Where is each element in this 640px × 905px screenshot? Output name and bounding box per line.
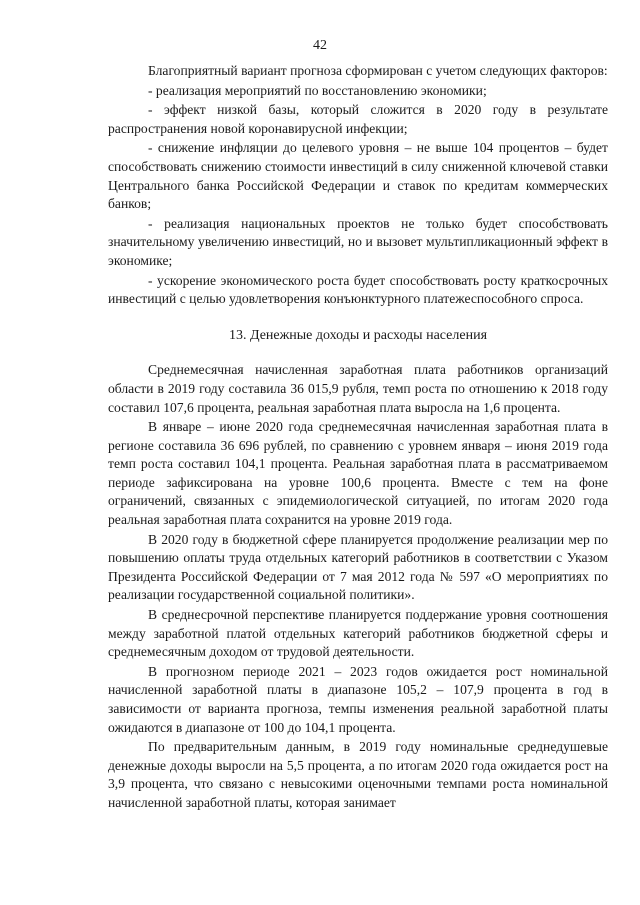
list-item: - реализация национальных проектов не только будет способствовать значительному увеличению инвестиций, но и вызовет мультипликационный эффект в экономике; <box>108 215 608 268</box>
list-item: - эффект низкой базы, который сложится в 2020 году в результате распространения новой коронавирусной инфекции; <box>108 102 608 136</box>
section-title: 13. Денежные доходы и расходы населения <box>228 327 488 343</box>
paragraph: Среднемесячная начисленная заработная плата работников организаций области в 2019 году составила 36 015,9 рубля, темп роста по отношению к 2018 году составил 107,6 процента, реальная заработная плата выросла на 1,6 процента. <box>108 362 608 415</box>
paragraph: В среднесрочной перспективе планируется поддержание уровня соотношения между заработной платой отдельных категорий работников бюджетной сферы и среднемесячным доходом от трудовой деятельности. <box>108 607 608 660</box>
page-number: 42 <box>313 38 327 53</box>
paragraph: В январе – июне 2020 года среднемесячная начисленная заработная плата в регионе составила 36 696 рублей, по сравнению с уровнем января – июня 2019 года темп роста составил 104,1 процента. Реальная заработная плата в рассматриваемом периоде зафиксирована на уровне 100,6 процента. Вместе с тем на фоне ограничений, связанных с эпидемиологической ситуацией, по итогам 2020 года реальная заработная плата сохранится на уровне 2019 года. <box>108 419 608 528</box>
list-item: - ускорение экономического роста будет способствовать росту краткосрочных инвестиций с целью удовлетворения конъюнктурного платежеспособного спроса. <box>108 272 608 307</box>
document-body <box>108 62 608 814</box>
paragraph: В прогнозном периоде 2021 – 2023 годов ожидается рост номинальной начисленной заработной платы в диапазоне 105,2 – 107,9 процента в год в зависимости от варианта прогноза, темпы изменения реальной заработной платы ожидаются в диапазоне от 100 до 104,1 процента. <box>108 663 608 735</box>
list-item: - реализация мероприятий по восстановлению экономики; <box>148 82 487 98</box>
list-item: - снижение инфляции до целевого уровня – не выше 104 процентов – будет способствовать снижению стоимости инвестиций в силу сниженной ключевой ставки Центрального банка Российской Федерации и ставок по кредитам коммерческих банков; <box>108 140 608 212</box>
paragraph: В 2020 году в бюджетной сфере планируется продолжение реализации мер по повышению оплаты труда отдельных категорий работников в соответствии с Указом Президента Российской Федерации от 7 мая 2012 года № 597 «О мероприятиях по реализации государственной социальной политики». <box>108 531 608 603</box>
paragraph: По предварительным данным, в 2019 году номинальные среднедушевые денежные доходы выросли на 5,5 процента, а по итогам 2020 года ожидается рост на 3,9 процента, что связано с невысокими оценочными темпами роста номинальной начисленной заработной платы, которая занимает <box>108 739 608 810</box>
paragraph: Благоприятный вариант прогноза сформирован с учетом следующих факторов: <box>148 63 608 78</box>
